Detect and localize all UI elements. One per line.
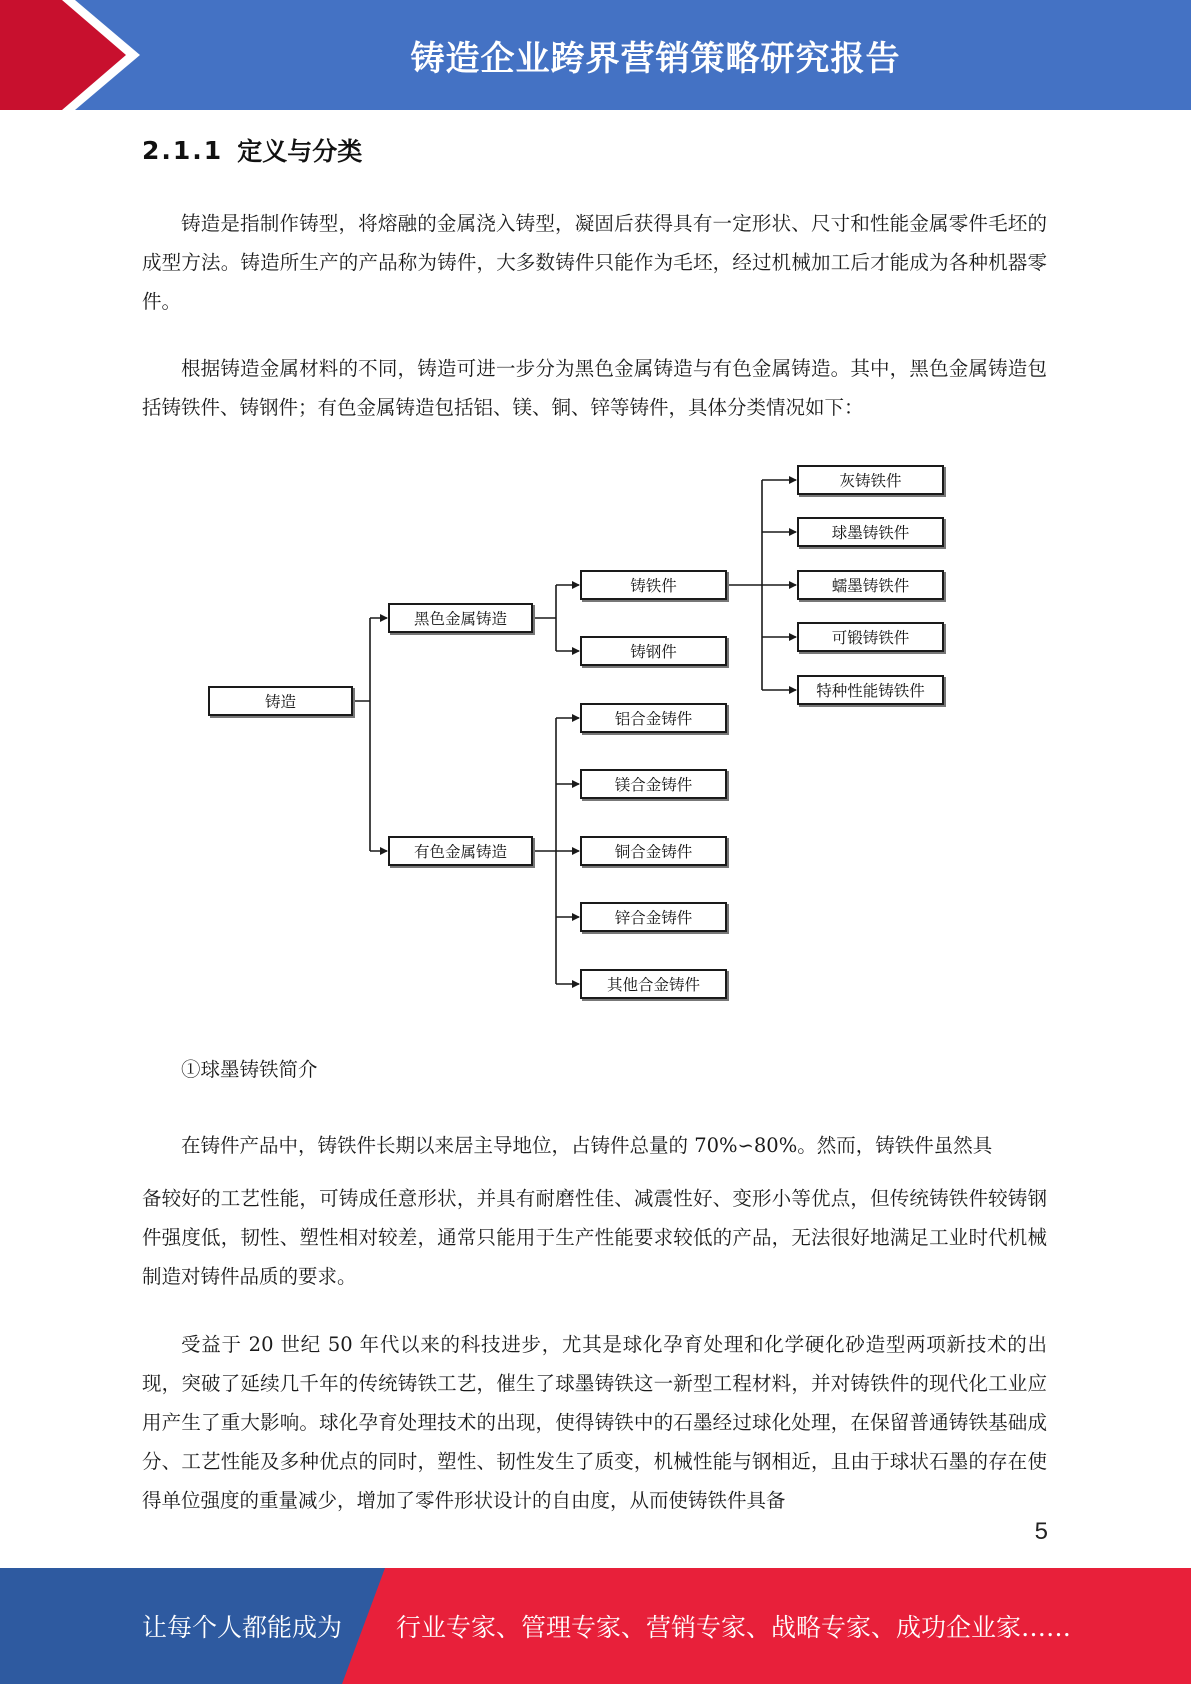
section-number: 2.1.1 [142, 135, 224, 165]
node-aluminum-alloy: 铝合金铸件 [580, 703, 727, 733]
node-vermicular-iron: 蠕墨铸铁件 [797, 570, 944, 600]
paragraph-iron-rest: 备较好的工艺性能，可铸成任意形状，并具有耐磨性佳、减震性好、变形小等优点，但传统铸铁件较铸钢件强度低，韧性、塑性相对较差，通常只能用于生产性能要求较低的产品，无法很好地满足工业时代机械制造对铸件品质的要求。 [142, 1187, 1047, 1288]
paragraph-definition: 铸造是指制作铸型，将熔融的金属浇入铸型，凝固后获得具有一定形状、尺寸和性能金属零件毛坯的成型方法。铸造所生产的产品称为铸件，大多数铸件只能作为毛坯，经过机械加工后才能成为各种机器零件。 [142, 212, 1047, 313]
casting-classification-diagram [200, 455, 960, 1015]
node-other-alloy: 其他合金铸件 [580, 969, 727, 999]
node-magnesium-alloy: 镁合金铸件 [580, 769, 727, 799]
node-ductile-iron: 球墨铸铁件 [797, 517, 944, 547]
report-title: 铸造企业跨界营销策略研究报告 [410, 38, 901, 79]
header-arrow-decoration [0, 0, 160, 110]
section-heading [142, 130, 362, 170]
page-number: 5 [1034, 1518, 1048, 1545]
footer-slogan-left: 让每个人都能成为 [142, 1613, 343, 1642]
page-header [0, 0, 1191, 110]
node-nonferrous-casting: 有色金属铸造 [388, 836, 533, 866]
node-zinc-alloy: 锌合金铸件 [580, 902, 727, 932]
paragraph-iron-first-line: 在铸件产品中，铸铁件长期以来居主导地位，占铸件总量的 70%∽80%。然而，铸铁件虽然具 [181, 1134, 993, 1157]
paragraph-classification: 根据铸造金属材料的不同，铸造可进一步分为黑色金属铸造与有色金属铸造。其中，黑色金属铸造包括铸铁件、铸钢件；有色金属铸造包括铝、镁、铜、锌等铸件，具体分类情况如下： [142, 357, 1047, 419]
paragraph-technology: 受益于 20 世纪 50 年代以来的科技进步，尤其是球化孕育处理和化学硬化砂造型两项新技术的出现，突破了延续几千年的传统铸铁工艺，催生了球墨铸铁这一新型工程材料，并对铸铁件的现代化工业应用产生了重大影响。球化孕育处理技术的出现，使得铸铁中的石墨经过球化处理，在保留普通铸铁基础成分、工艺性能及多种优点的同时，塑性、韧性发生了质变，机械性能与钢相近，且由于球状石墨的存在使得单位强度的重量减少，增加了零件形状设计的自由度，从而使铸铁件具备 [142, 1333, 1047, 1512]
page-footer [0, 1568, 1191, 1684]
node-malleable-iron: 可锻铸铁件 [797, 622, 944, 652]
node-special-iron: 特种性能铸铁件 [797, 675, 944, 705]
node-gray-iron: 灰铸铁件 [797, 465, 944, 495]
section-title: 定义与分类 [237, 137, 363, 166]
node-cast-iron: 铸铁件 [580, 570, 727, 600]
node-ferrous-casting: 黑色金属铸造 [388, 603, 533, 633]
node-cast-steel: 铸钢件 [580, 636, 727, 666]
footer-slogan-right: 行业专家、管理专家、营销专家、战略专家、成功企业家…… [396, 1613, 1072, 1642]
subheading-ductile-iron: ①球墨铸铁简介 [181, 1058, 318, 1081]
node-copper-alloy: 铜合金铸件 [580, 836, 727, 866]
node-casting: 铸造 [208, 686, 353, 716]
